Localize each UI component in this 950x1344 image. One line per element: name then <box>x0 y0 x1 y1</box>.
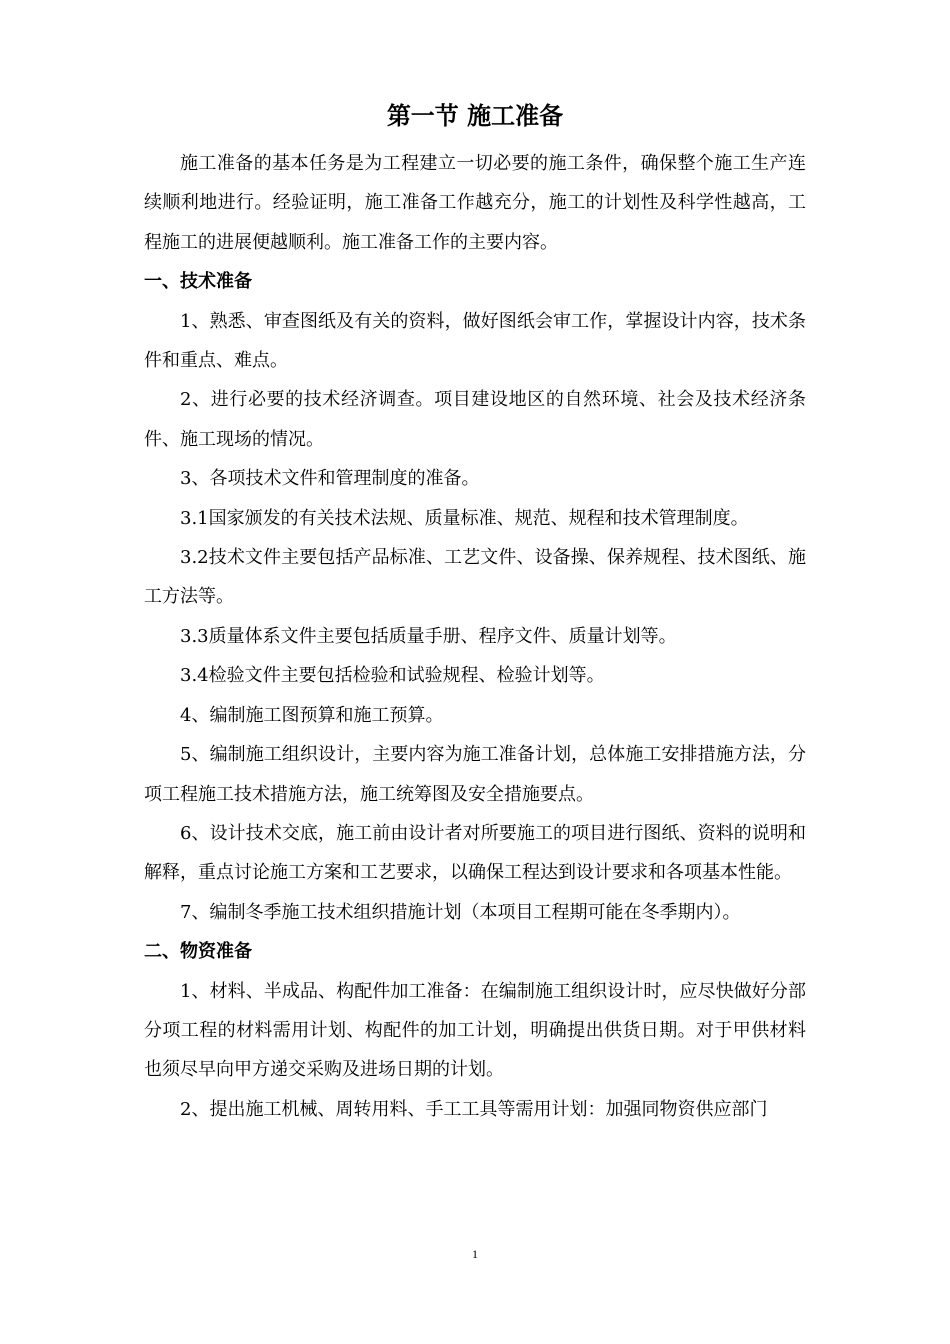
list-item: 3.2技术文件主要包括产品标准、工艺文件、设备操、保养规程、技术图纸、施工方法等。 <box>144 547 806 608</box>
list-item: 3.3质量体系文件主要包括质量手册、程序文件、质量计划等。 <box>180 625 677 647</box>
list-item: 3.4检验文件主要包括检验和试验规程、检验计划等。 <box>180 665 605 687</box>
list-item: 1、熟悉、审查图纸及有关的资料，做好图纸会审工作，掌握设计内容，技术条件和重点、难点。 <box>144 310 806 372</box>
list-item: 3、各项技术文件和管理制度的准备。 <box>180 468 480 490</box>
section-heading-technical: 一、技术准备 <box>144 271 252 293</box>
list-item: 7、编制冬季施工技术组织措施计划（本项目工程期可能在冬季期内）。 <box>180 901 741 923</box>
intro-paragraph: 施工准备的基本任务是为工程建立一切必要的施工条件，确保整个施工生产连续顺利地进行。经验证明，施工准备工作越充分，施工的计划性及科学性越高，工程施工的进展便越顺利。施工准备工作的主要内容。 <box>144 153 806 253</box>
document-body <box>144 144 806 1129</box>
list-item: 1、材料、半成品、构配件加工准备：在编制施工组织设计时，应尽快做好分部分项工程的材料需用计划、构配件的加工计划，明确提出供货日期。对于甲供材料也须尽早向甲方递交采购及进场日期的计划。 <box>144 980 806 1081</box>
list-item: 2、进行必要的技术经济调查。项目建设地区的自然环境、社会及技术经济条件、施工现场的情况。 <box>144 389 806 450</box>
page-title: 第一节 施工准备 <box>386 101 564 130</box>
list-item: 5、编制施工组织设计，主要内容为施工准备计划，总体施工安排措施方法，分项工程施工技术措施方法，施工统筹图及安全措施要点。 <box>144 744 806 805</box>
list-item: 3.1国家颁发的有关技术法规、质量标准、规范、规程和技术管理制度。 <box>180 507 749 529</box>
page-number: 1 <box>472 1247 478 1261</box>
list-item: 4、编制施工图预算和施工预算。 <box>180 704 444 726</box>
list-item: 2、提出施工机械、周转用料、手工工具等需用计划：加强同物资供应部门 <box>180 1098 768 1120</box>
list-item: 6、设计技术交底，施工前由设计者对所要施工的项目进行图纸、资料的说明和解释，重点讨论施工方案和工艺要求，以确保工程达到设计要求和各项基本性能。 <box>144 822 806 884</box>
section-heading-materials: 二、物资准备 <box>144 941 252 963</box>
